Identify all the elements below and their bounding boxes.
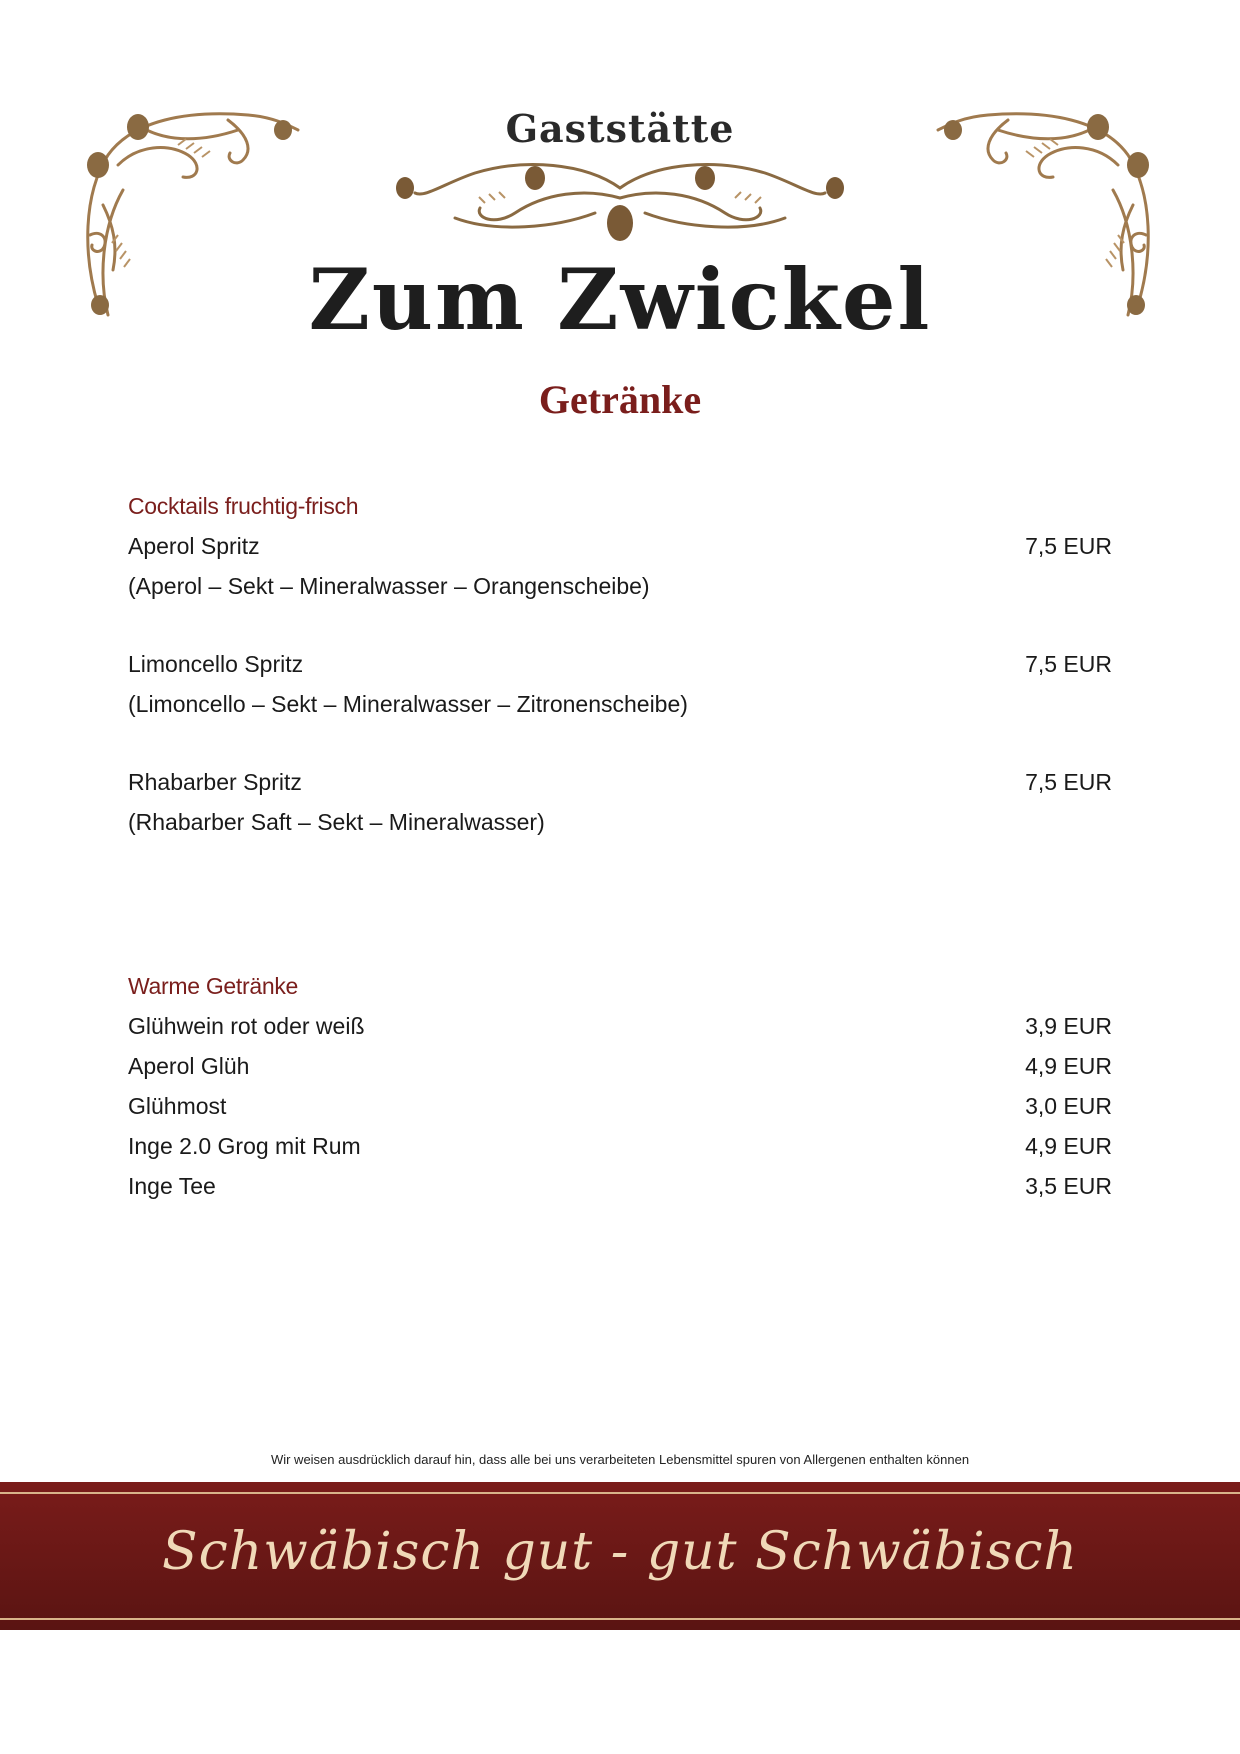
- menu-item: [128, 1046, 1112, 1086]
- item-price: 7,5 EUR: [1025, 651, 1112, 677]
- banner-line-bottom: [0, 1618, 1240, 1620]
- item-price: 3,5 EUR: [1025, 1173, 1112, 1199]
- item-name: Inge Tee: [128, 1173, 216, 1199]
- item-name: Glühmost: [128, 1093, 227, 1119]
- warm-drinks-section: [128, 966, 1112, 1206]
- item-price: 3,9 EUR: [1025, 1013, 1112, 1039]
- menu-item: [128, 762, 1112, 802]
- allergen-note: Wir weisen ausdrücklich darauf hin, dass alle bei uns verarbeiteten Lebensmittel spuren von Allergenen enthalten können: [270, 1452, 970, 1467]
- cocktails-section: [128, 486, 1112, 842]
- item-price: 4,9 EUR: [1025, 1133, 1112, 1159]
- slogan: Schwäbisch gut - gut Schwäbisch: [162, 1522, 1078, 1582]
- menu-item: [128, 644, 1112, 684]
- footer-banner: [0, 1482, 1240, 1630]
- item-description: (Aperol – Sekt – Mineralwasser – Orangenscheibe): [128, 573, 650, 599]
- item-name: Rhabarber Spritz: [128, 769, 302, 795]
- category-heading-cocktails: Cocktails fruchtig-frisch: [128, 493, 359, 519]
- item-name: Aperol Glüh: [128, 1053, 250, 1079]
- item-price: 7,5 EUR: [1025, 769, 1112, 795]
- item-price: 7,5 EUR: [1025, 533, 1112, 559]
- center-ornament-icon: [385, 158, 855, 258]
- menu-item: [128, 1166, 1112, 1206]
- item-description: (Limoncello – Sekt – Mineralwasser – Zitronenscheibe): [128, 691, 688, 717]
- item-name: Glühwein rot oder weiß: [128, 1013, 365, 1039]
- item-name: Aperol Spritz: [128, 533, 260, 559]
- item-price: 3,0 EUR: [1025, 1093, 1112, 1119]
- menu-item: [128, 1086, 1112, 1126]
- menu-item: [128, 526, 1112, 566]
- menu-item: [128, 1006, 1112, 1046]
- item-name: Limoncello Spritz: [128, 651, 304, 677]
- item-description: (Rhabarber Saft – Sekt – Mineralwasser): [128, 809, 545, 835]
- banner-line-top: [0, 1492, 1240, 1494]
- section-title: Getränke: [538, 377, 702, 422]
- item-name: Inge 2.0 Grog mit Rum: [128, 1133, 361, 1159]
- restaurant-name: Zum Zwickel: [308, 250, 932, 349]
- header-subtitle: Gaststätte: [505, 106, 735, 151]
- item-price: 4,9 EUR: [1025, 1053, 1112, 1079]
- menu-item: [128, 1126, 1112, 1166]
- category-heading-warm: Warme Getränke: [128, 973, 299, 999]
